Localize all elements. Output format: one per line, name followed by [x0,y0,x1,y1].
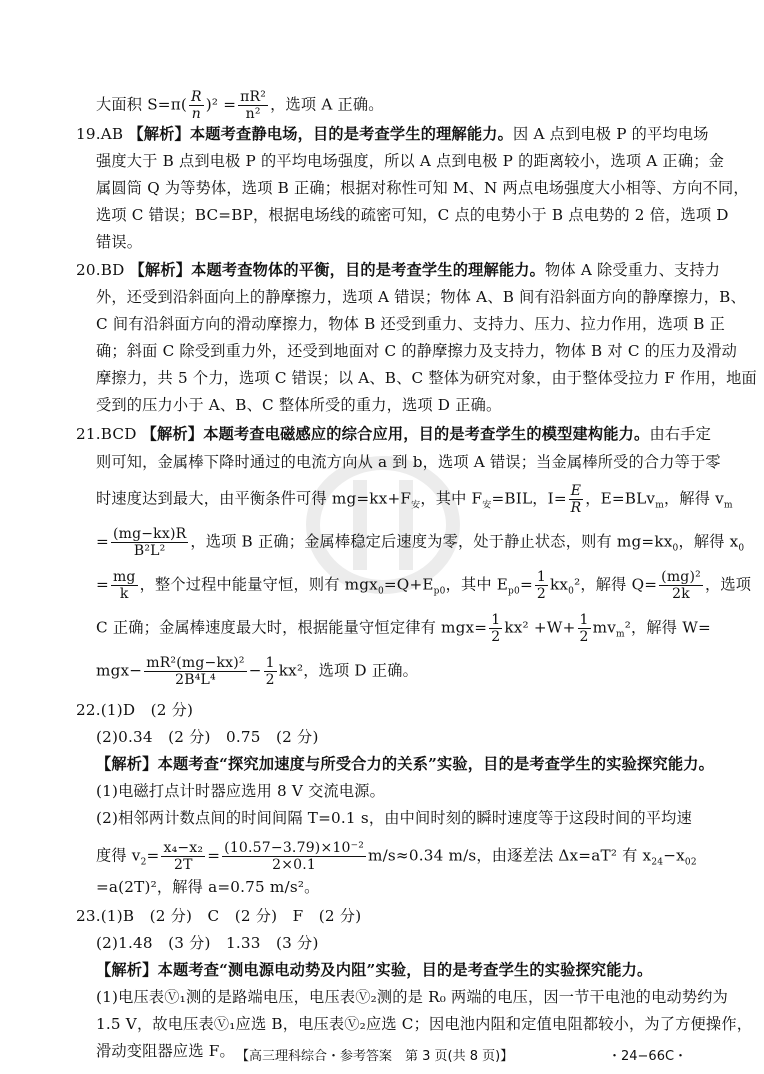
q18-conclusion [96,89,384,122]
q20-header [76,260,720,280]
question-number: 21. [76,425,101,443]
question-number: 23. [76,907,101,925]
fraction: $\frac{\text{πR²}}{\text{n²}}$ [240,89,267,122]
analysis-text: =a(2T)²，解得 a=0.75 m/s²。 [96,878,320,896]
q18-text: )² = [205,95,237,114]
analysis-heading: 本题考查静电场，目的是考查学生的理解能力。 [189,125,514,143]
analysis-heading: 本题考查电磁感应的综合应用，目的是考查学生的模型建构能力。 [203,425,650,443]
fraction: $\frac{\text{(10.57−3.79)×10⁻²}}{2\times 0.1}$ [224,840,365,873]
analysis-text: (1)电磁打点计时器应选用 8 V 交流电源。 [96,782,386,800]
q21-equation-line: 时速度达到最大，由平衡条件可得 $mg=kx+F_安$，其中 $F_安=BIL$，I= $\frac{E}{R}$ ，E=BLv$_m$，解得 $v_m$ [96,483,733,516]
answer: (1)B (2 分) C (2 分) F (2 分) [100,907,362,925]
answer: BD [100,261,125,279]
analysis-heading-line [96,754,714,774]
analysis-label: 【解析】 [141,425,204,443]
analysis-text: 因 A 点到电极 P 的平均电场 [513,125,709,143]
analysis-heading-line [96,960,652,980]
fraction: $\frac{\text{x₄−x₂}}{2T}$ [163,840,204,873]
analysis-text: 受到的压力小于 A、B、C 整体所受的重力，选项 D 正确。 [96,396,502,414]
watermark-logo [298,450,468,600]
q19-header [76,124,709,144]
analysis-text: 由右手定 [649,425,712,443]
q18-text: 大面积 S=π( [96,95,188,114]
analysis-text: (2)相邻两计数点间的时间间隔 T=0.1 s，由中间时刻的瞬时速度等于这段时间的平均速 [96,809,692,827]
analysis-text: 外，还受到沿斜面向上的静摩擦力，选项 A 错误；物体 A、B 间有沿斜面方向的静摩擦力，B、 [96,288,746,306]
analysis-text: 确；斜面 C 除受到重力外，还受到地面对 C 的静摩擦力及支持力，物体 B 对 C 的压力及滑动 [96,342,737,360]
answer: (1)D (2 分) [100,701,194,719]
question-number: 20. [76,261,101,279]
analysis-text: 物体 A 除受重力、支持力 [545,261,721,279]
analysis-text: 滑动变阻器应选 F。 [96,1042,235,1060]
fraction: $\frac{\text{mR²(mg−kx)²}}{\text{2B⁴L⁴}}$ [146,655,245,688]
q21-equation-line: mgx− $\frac{\text{mR²(mg−kx)²}}{\text{2B⁴L⁴}}$ − $\frac{1}{2}$ kx²，选项 D 正确。 [96,655,418,688]
q21-equation-line: C 正确；金属棒速度最大时，根据能量守恒定律有 mgx= $\frac{1}{2}$ kx² +W+ $\frac{1}{2}$ $mv_m^2$，解得 W= [96,612,711,645]
fraction: $\frac{1}{2}$ [536,569,546,602]
analysis-text: 摩擦力，共 5 个力，选项 C 错误；以 A、B、C 整体为研究对象，由于整体受拉力 F 作用，地面 [96,369,757,387]
fraction: $\frac{mg}{k}$ [112,569,136,602]
analysis-label: 【解析】 [128,125,190,143]
page-footer: 【高三理科综合・参考答案 第 3 页(共 8 页)】 [236,1049,514,1064]
fraction: $\frac{1}{2}$ [265,655,275,688]
analysis-label: 【解析】 [96,755,158,773]
page-code: ・24−66C・ [608,1049,688,1064]
analysis-text: 1.5 V，故电压表Ⓥ₁应选 B，电压表Ⓥ₂应选 C；因电池内阻和定值电阻都较小，为了方便操作， [96,1015,753,1033]
analysis-heading: 本题考查“测电源电动势及内阻”实验，目的是考查学生的实验探究能力。 [157,961,653,979]
analysis-label: 【解析】 [129,261,192,279]
fraction: $\frac{(mg-kx)R}{\text{B²L²}}$ [112,526,187,559]
fraction: $\frac{R}{n}$ [191,89,202,122]
analysis-text: (1)电压表Ⓥ₁测的是路端电压，电压表Ⓥ₂测的是 R₀ 两端的电压，因一节干电池的电动势约为 [96,988,729,1006]
q18-text: ，选项 A 正确。 [270,95,384,114]
analysis-text: C 间有沿斜面方向的滑动摩擦力，物体 B 还受到重力、支持力、压力、拉力作用，选项 B 正 [96,315,726,333]
analysis-text: 强度大于 B 点到电极 P 的平均电场强度，所以 A 点到电极 P 的距离较小，选项 A 正确；金 [96,152,724,170]
analysis-heading: 本题考查物体的平衡，目的是考查学生的理解能力。 [191,261,546,279]
analysis-text: 则可知，金属棒下降时通过的电流方向从 a 到 b，选项 A 错误；当金属棒所受的合力等于零 [96,453,721,471]
q22-equation-line: 度得 $v_2=$ $\frac{\text{x₄−x₂}}{2T}$ = $\frac{\text{(10.57−3.79)×10⁻²}}{2\times 0.1}$ m/s≈0.34 m/s，由逐差法 Δx=aT² 有 $x_{24}-x_{02}$ [96,840,697,873]
answer: (2)0.34 (2 分) 0.75 (2 分) [96,728,319,746]
analysis-text: 选项 C 错误；BC=BP，根据电场线的疏密可知，C 点的电势小于 B 点电势的 2 倍，选项 D [96,206,729,224]
fraction: $\frac{E}{R}$ [570,483,582,516]
question-number: 22. [76,701,101,719]
answer: BCD [100,425,137,443]
answer: AB [100,125,124,143]
fraction: $\frac{\text{(mg)²}}{2k}$ [661,569,701,602]
fraction: $\frac{1}{2}$ [491,612,501,645]
analysis-heading: 本题考查“探究加速度与所受合力的关系”实验，目的是考查学生的实验探究能力。 [157,755,714,773]
q21-equation-line: = $\frac{(mg-kx)R}{\text{B²L²}}$ ，选项 B 正确；金属棒稳定后速度为零，处于静止状态，则有 $mg=kx_0$，解得 $x_0$ [96,526,745,559]
answer: (2)1.48 (3 分) 1.33 (3 分) [96,934,319,952]
q21-equation-line: = $\frac{mg}{k}$ ，整个过程中能量守恒，则有 $mgx_0=Q+E_{p0}$，其中 $E_{p0}=$ $\frac{1}{2}$ $kx_0^2$，解得 Q= $\frac{\text{(mg)²}}{2k}$ ，选项 [96,569,752,602]
analysis-text: 属圆筒 Q 为等势体，选项 B 正确；根据对称性可知 M、N 两点电场强度大小相等、方向不同， [96,179,749,197]
question-number: 19. [76,125,101,143]
q21-header [76,424,711,444]
q23-header [76,906,361,926]
analysis-label: 【解析】 [96,961,158,979]
analysis-text: 错误。 [96,233,143,251]
fraction: $\frac{1}{2}$ [579,612,589,645]
q22-header [76,700,193,720]
